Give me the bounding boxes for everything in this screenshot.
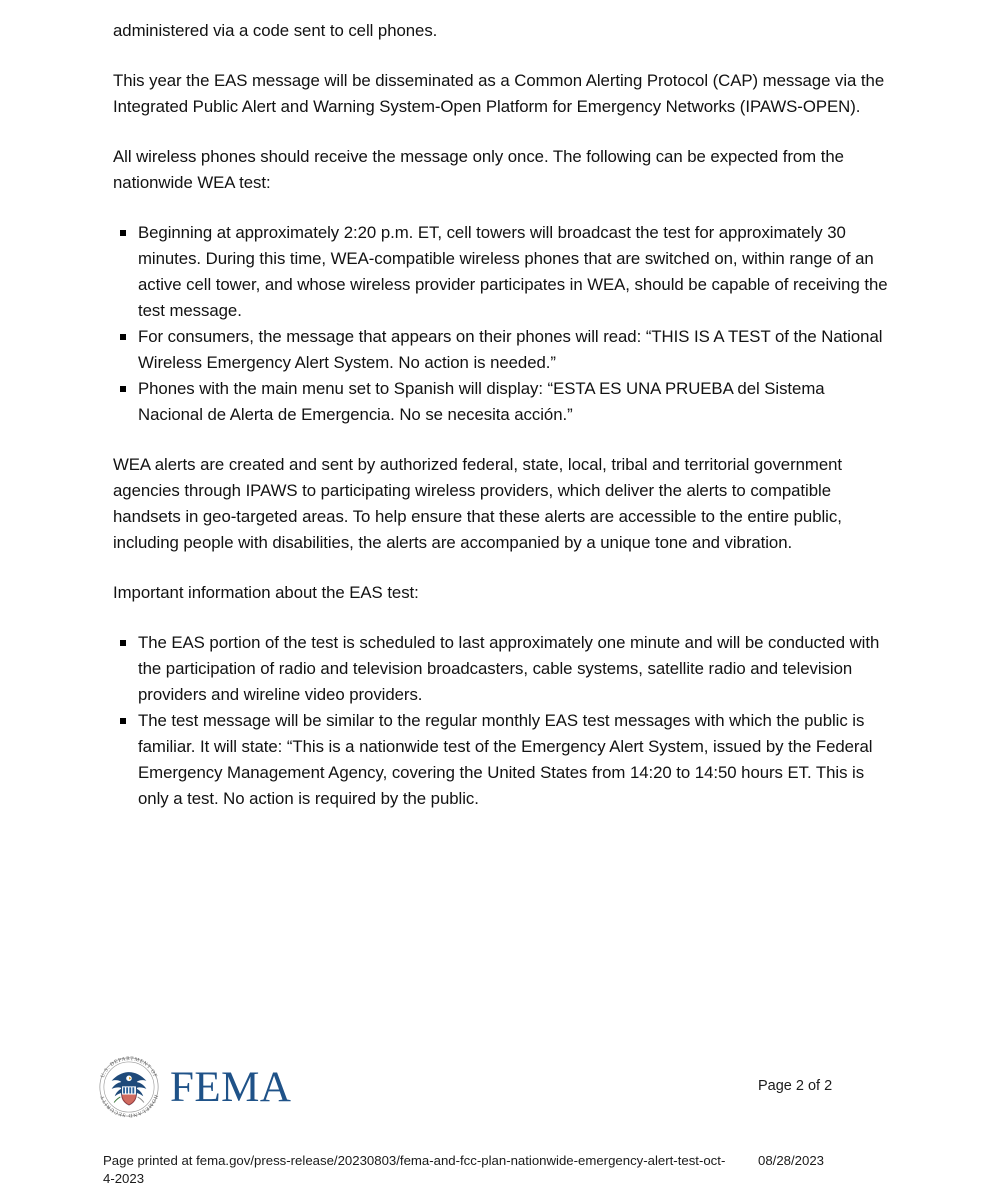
square-bullet-icon: [120, 230, 126, 236]
list-item-text: Phones with the main menu set to Spanish will display: “ESTA ES UNA PRUEBA del Sistema Nacional de Alerta de Emergencia. No se necesita acción.”: [138, 379, 825, 424]
square-bullet-icon: [120, 334, 126, 340]
svg-text:HOMELAND SECURITY: HOMELAND SECURITY: [99, 1093, 159, 1118]
dhs-seal-icon: [98, 1056, 160, 1118]
eas-information-list: [113, 630, 893, 812]
list-item: [113, 220, 893, 324]
list-item: [113, 630, 893, 708]
fema-wordmark: FEMA: [170, 1063, 292, 1111]
page-number-label: Page 2 of 2: [758, 1078, 833, 1094]
list-item-text: Beginning at approximately 2:20 p.m. ET, cell towers will broadcast the test for approximately 30 minutes. During this time, WEA-compatible wireless phones that are switched on, within range of an active cell tower, and whose wireless provider participates in WEA, should be capable of receiving the test message.: [138, 223, 888, 320]
page-footer-logo-row: [98, 1056, 898, 1126]
paragraph-wea-intro: All wireless phones should receive the message only once. The following can be expected from the nationwide WEA test:: [113, 147, 844, 192]
list-item: [113, 324, 893, 376]
paragraph-continued-intro: administered via a code sent to cell phones.: [113, 21, 438, 40]
print-date: 08/28/2023: [758, 1153, 825, 1168]
paragraph-eas-intro: Important information about the EAS test:: [113, 583, 419, 602]
list-item-text: For consumers, the message that appears on their phones will read: “THIS IS A TEST of the National Wireless Emergency Alert System. No action is needed.”: [138, 327, 883, 372]
square-bullet-icon: [120, 718, 126, 724]
print-source-url: Page printed at fema.gov/press-release/20230803/fema-and-fcc-plan-nationwide-emergency-alert-test-oct-4-2023: [103, 1153, 726, 1186]
list-item: [113, 708, 893, 812]
document-body: [113, 18, 893, 836]
square-bullet-icon: [120, 640, 126, 646]
list-item: [113, 376, 893, 428]
list-item-text: The EAS portion of the test is scheduled to last approximately one minute and will be conducted with the participation of radio and television broadcasters, cable systems, satellite radio and television providers and wireline video providers.: [138, 633, 880, 704]
paragraph-cap-message: This year the EAS message will be disseminated as a Common Alerting Protocol (CAP) message via the Integrated Public Alert and Warning System-Open Platform for Emergency Networks (IPAWS-OPEN).: [113, 71, 885, 116]
paragraph-wea-alerts-authority: WEA alerts are created and sent by authorized federal, state, local, tribal and territorial government agencies through IPAWS to participating wireless providers, which deliver the alerts to compatible handsets in geo-targeted areas. To help ensure that these alerts are accessible to the entire public, including people with disabilities, the alerts are accompanied by a unique tone and vibration.: [113, 455, 842, 552]
svg-text:U.S. DEPARTMENT OF: U.S. DEPARTMENT OF: [99, 1056, 159, 1079]
wea-expectations-list: [113, 220, 893, 428]
list-item-text: The test message will be similar to the regular monthly EAS test messages with which the public is familiar. It will state: “This is a nationwide test of the Emergency Alert System, issued by the Federal Emergency Management Agency, covering the United States from 14:20 to 14:50 hours ET. This is only a test. No action is required by the public.: [138, 711, 873, 808]
square-bullet-icon: [120, 386, 126, 392]
print-footer: [103, 1152, 893, 1198]
fema-logo: [98, 1056, 291, 1118]
